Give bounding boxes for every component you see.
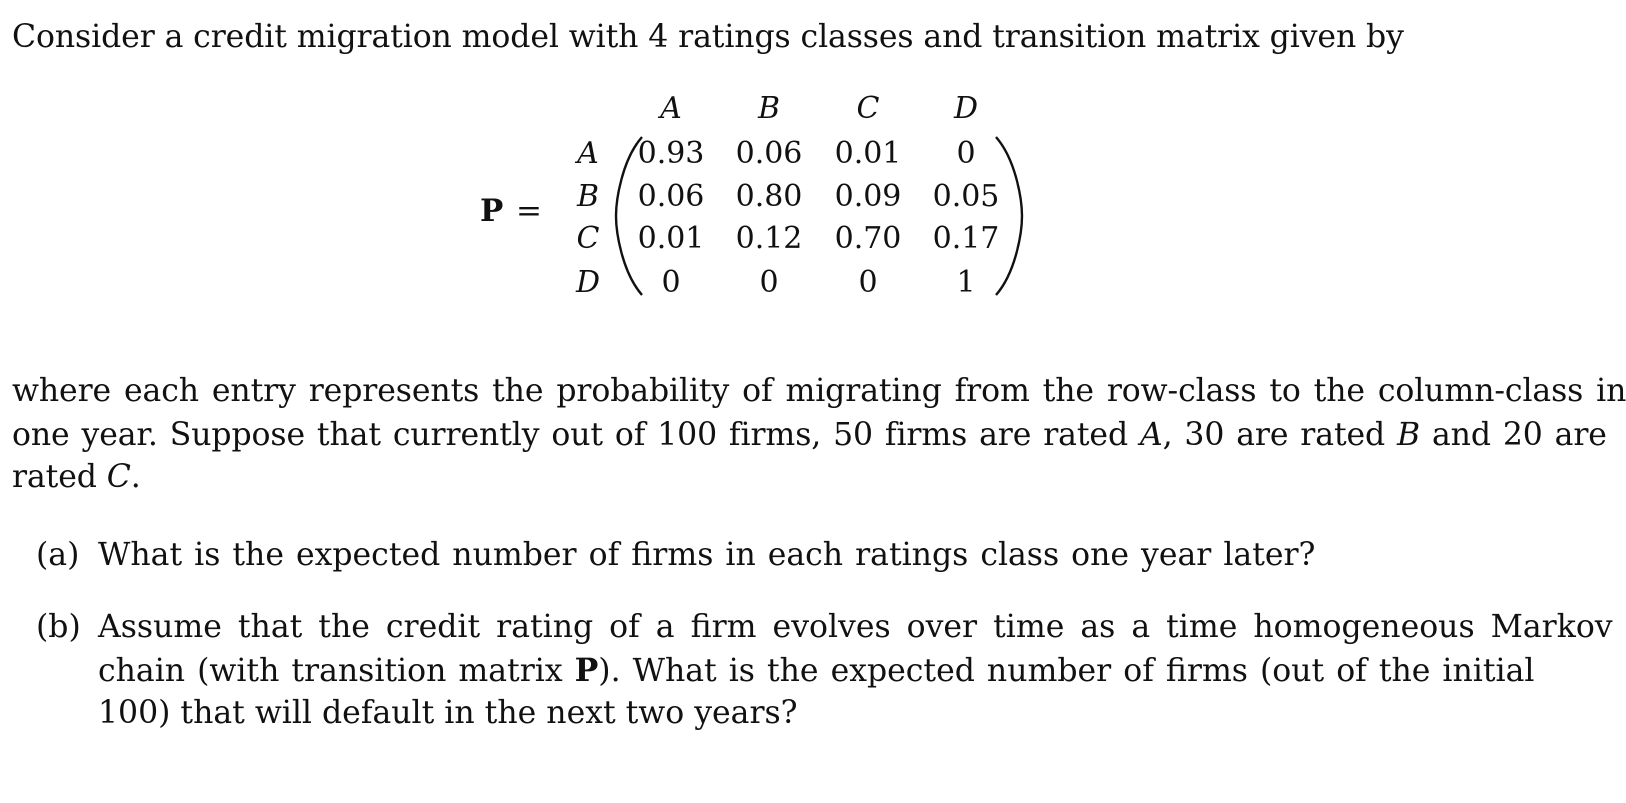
matrix-cell: 0.05 (932, 179, 1000, 214)
question-b-label: (b) (36, 609, 81, 645)
matrix-parentheses (0, 0, 1561, 340)
row-label-d: D (575, 265, 601, 300)
question-text: chain (with transition matrix (98, 653, 575, 689)
transition-matrix (0, 0, 1561, 340)
paragraph-line-3 (12, 459, 141, 495)
paragraph-line-1: where each entry represents the probability of migrating from the row-class to the column-class in (12, 373, 1626, 409)
matrix-cell: 0.93 (637, 136, 705, 171)
matrix-cell: 0.70 (834, 221, 902, 256)
paragraph-text: one year. Suppose that currently out of 100 firms, 50 firms are rated (12, 417, 1140, 453)
rating-b: B (1397, 417, 1421, 453)
matrix-cell: 0.06 (637, 179, 705, 214)
matrix-cell: 0 (661, 265, 681, 300)
row-label-c: C (576, 221, 600, 256)
equals-sign: = (516, 193, 542, 229)
row-label-a: A (577, 136, 599, 171)
question-b-line-2 (98, 652, 1535, 689)
matrix-cell: 0.12 (735, 221, 803, 256)
matrix-symbol: P (480, 193, 504, 229)
col-label-b: B (757, 91, 781, 126)
matrix-cell: 0.09 (834, 179, 902, 214)
rating-a: A (1139, 417, 1163, 453)
intro-text: Consider a credit migration model with 4 ratings classes and transition matrix given by (12, 19, 1404, 55)
rating-c: C (106, 459, 131, 495)
question-a-text: What is the expected number of firms in each ratings class one year later? (98, 537, 1316, 573)
right-paren (996, 137, 1022, 295)
matrix-cell: 0.01 (637, 221, 705, 256)
paragraph-text: rated (12, 459, 107, 495)
left-paren (616, 137, 642, 295)
matrix-cell: 0 (956, 136, 976, 171)
matrix-cell: 1 (956, 265, 976, 300)
matrix-cell: 0.80 (735, 179, 803, 214)
matrix-cell: 0 (858, 265, 878, 300)
row-label-b: B (576, 179, 600, 214)
paragraph-line-2 (12, 417, 1607, 453)
matrix-cell: 0 (759, 265, 779, 300)
matrix-cell: 0.06 (735, 136, 803, 171)
paragraph-text: , 30 are rated (1162, 417, 1398, 453)
col-label-a: A (660, 91, 682, 126)
question-a-label: (a) (36, 537, 80, 573)
paragraph-text: and 20 are (1420, 417, 1607, 453)
col-label-d: D (953, 91, 979, 126)
matrix-cell: 0.01 (834, 136, 902, 171)
question-b-line-3: 100) that will default in the next two years? (98, 695, 798, 731)
paragraph-text: . (130, 459, 141, 495)
matrix-cell: 0.17 (932, 221, 1000, 256)
question-b-line-1: Assume that the credit rating of a firm evolves over time as a time homogeneous Markov (98, 609, 1613, 645)
col-label-c: C (856, 91, 880, 126)
question-text: ). What is the expected number of firms (out of the initial (598, 653, 1535, 689)
matrix-symbol-inline: P (574, 652, 599, 689)
